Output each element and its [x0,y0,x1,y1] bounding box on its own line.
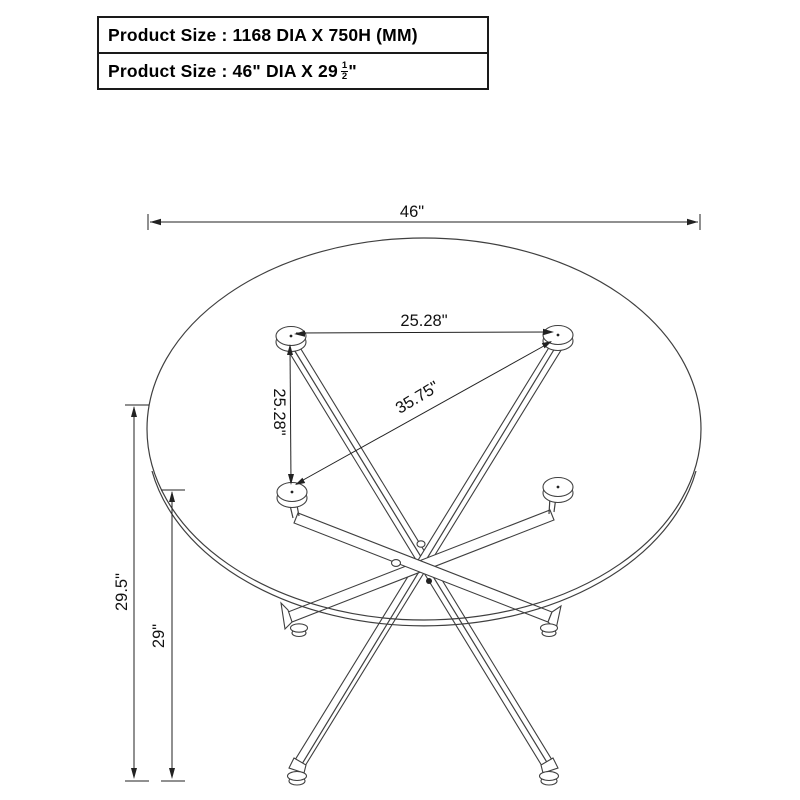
leg-mount-pad-bottom-right [543,478,573,503]
dim-top-diameter [148,203,700,230]
foot-glide-rear-right [541,624,558,637]
center-bolt [392,560,401,567]
top-diameter-label: 46" [399,203,425,221]
foot-glide-rear-left [291,624,308,637]
pad-spacing-horizontal-label: 25.28" [400,312,448,330]
base-height-label: 29" [150,623,168,649]
fraction-denominator: 2 [341,71,348,82]
fraction-numerator: 1 [341,59,348,71]
dim-pad-spacing-horizontal [294,312,554,337]
overall-height-label: 29.5" [113,573,131,611]
dim-overall-height [113,405,149,781]
center-bolt [417,541,425,547]
leg-mount-pad-top-right [543,326,573,351]
pad-spacing-diagonal-label: 35.75" [392,377,443,418]
product-size-imperial [99,52,487,88]
center-bolt-dot [426,578,432,584]
product-size-metric [99,18,487,52]
dim-pad-spacing-vertical [270,344,294,485]
glass-thickness-edge [152,471,696,626]
product-size-metric-text: Product Size : 1168 DIA X 750H (MM) [108,24,418,45]
leg-mount-pads [276,326,573,508]
dim-base-height [150,490,185,781]
product-size-box [97,16,489,90]
pad-spacing-vertical-label: 25.28" [270,388,288,436]
leg-rear-left-endcap [281,603,292,629]
table-legs [281,341,563,785]
half-inch-fraction [341,61,348,82]
leg-mount-pad-bottom-left [277,483,307,508]
inch-mark: " [348,60,357,81]
product-size-imperial-text: Product Size : 46" DIA X 29 [108,60,338,81]
